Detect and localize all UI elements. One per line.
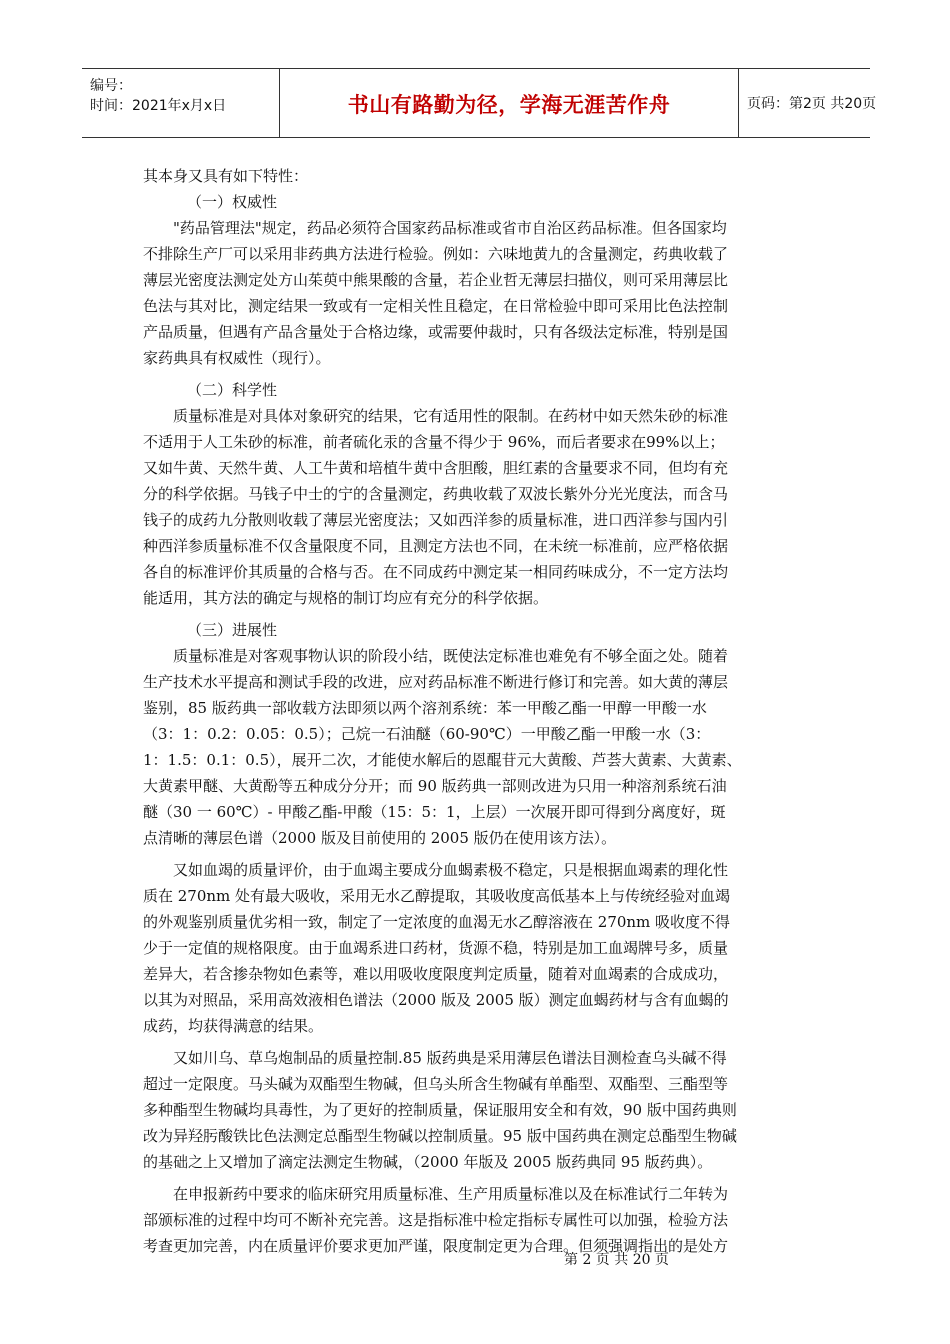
text-line: （一）权威性 bbox=[187, 193, 278, 211]
text-line: （三）进展性 bbox=[187, 621, 278, 639]
text-line: 1：1.5：0.1：0.5），展开二次，才能使水解后的恩醌苷元大黄酸、芦荟大黄素、大黄素、 bbox=[143, 751, 742, 769]
text-line: 生产技术水平提高和测试手段的改进，应对药品标准不断进行修订和完善。如大黄的薄层 bbox=[143, 673, 729, 691]
text-line: 其本身又具有如下特性： bbox=[143, 167, 309, 185]
text-line: 质量标准是对具体对象研究的结果，它有适用性的限制。在药材中如天然朱砂的标准 bbox=[173, 407, 729, 425]
text-line: （3：1：0.2：0.05：0.5）；己烷一石油醚（60-90℃）一甲酸乙酯一甲酸一水（3： bbox=[143, 725, 711, 743]
text-line: 质在 270nm 处有最大吸收，采用无水乙醇提取，其吸收度高低基本上与传统经验对血竭 bbox=[143, 887, 731, 905]
text-line: 改为异羟肟酸铁比色法测定总酯型生物碱以控制质量。95 版中国药典在测定总酯型生物碱 bbox=[143, 1127, 737, 1145]
text-line: 分的科学依据。马钱子中士的宁的含量测定，药典收载了双波长紫外分光光度法，而含马 bbox=[143, 485, 729, 503]
text-line: 家药典具有权威性（现行）。 bbox=[143, 349, 331, 367]
text-line: 考查更加完善，内在质量评价要求更加严谨，限度制定更为合理。但须强调指出的是处方 bbox=[143, 1237, 729, 1255]
text-line: 超过一定限度。马头碱为双酯型生物碱，但乌头所含生物碱有单酯型、双酯型、三酯型等 bbox=[143, 1075, 729, 1093]
text-line: 大黄素甲醚、大黄酚等五种成分分开；而 90 版药典一部则改进为只用一种溶剂系统石油 bbox=[143, 777, 727, 795]
header-meta-cell bbox=[82, 69, 280, 137]
text-line: 以其为对照品，采用高效液相色谱法（2000 版及 2005 版）测定血蝎药材与含有血蝎的 bbox=[143, 991, 729, 1009]
text-line: 又如血竭的质量评价，由于血竭主要成分血蝎素极不稳定，只是根据血竭素的理化性 bbox=[173, 861, 729, 879]
text-line: 不排除生产厂可以采用非药典方法进行检验。例如：六味地黄九的含量测定，药典收载了 bbox=[143, 245, 729, 263]
document-body bbox=[143, 163, 815, 1259]
text-line: （二）科学性 bbox=[187, 381, 278, 399]
text-line: 的外观鉴别质量优劣相一致，制定了一定浓度的血渴无水乙醇溶液在 270nm 吸收度不得 bbox=[143, 913, 731, 931]
document-number-label: 编号： bbox=[90, 78, 132, 94]
text-line: 差异大，若含掺杂物如色素等，难以用吸收度限度判定质量，随着对血竭素的合成成功， bbox=[143, 965, 729, 983]
text-line: 又如牛黄、天然牛黄、人工牛黄和培植牛黄中含胆酸，胆红素的含量要求不同，但均有充 bbox=[143, 459, 729, 477]
text-line: 钱子的成药九分散则收载了薄层光密度法；又如西洋参的质量标准，进口西洋参与国内引 bbox=[143, 511, 729, 529]
text-line: 不适用于人工朱砂的标准，前者硫化汞的含量不得少于 96%，而后者要求在99%以上； bbox=[143, 433, 725, 451]
text-line: 少于一定值的规格限度。由于血竭系进口药材，货源不稳，特别是加工血竭牌号多，质量 bbox=[143, 939, 729, 957]
text-line: 醚（30 一 60℃）- 甲酸乙酯-甲酸（15：5：1，上层）一次展开即可得到分离度好，斑 bbox=[143, 803, 726, 821]
text-line: 各自的标准评价其质量的合格与否。在不同成药中测定某一相同药味成分，不一定方法均 bbox=[143, 563, 729, 581]
text-line: 种西洋参质量标准不仅含量限度不同，且测定方法也不同，在未统一标准前，应严格依据 bbox=[143, 537, 729, 555]
text-line: 质量标准是对客观事物认识的阶段小结，既使法定标准也难免有不够全面之处。随着 bbox=[173, 647, 729, 665]
text-line: 又如川乌、草乌炮制品的质量控制.85 版药典是采用薄层色谱法目测检查乌头碱不得 bbox=[173, 1049, 727, 1067]
text-line: 在申报新药中要求的临床研究用质量标准、生产用质量标准以及在标准试行二年转为 bbox=[173, 1185, 729, 1203]
text-line: 部颁标准的过程中均可不断补充完善。这是指标准中检定指标专属性可以加强，检验方法 bbox=[143, 1211, 729, 1229]
header-motto: 书山有路勤为径，学海无涯苦作舟 bbox=[347, 93, 671, 117]
text-line: 多种酯型生物碱均具毒性，为了更好的控制质量，保证服用安全和有效，90 版中国药典则 bbox=[143, 1101, 737, 1119]
page-header bbox=[82, 68, 877, 138]
text-line: 能适用，其方法的确定与规格的制订均应有充分的科学依据。 bbox=[143, 589, 549, 607]
footer-page-number: 第 2 页 共 20 页 bbox=[564, 1252, 669, 1268]
header-page-info: 页码：第2页 共20页 bbox=[747, 96, 877, 112]
text-line: 的基础之上又增加了滴定法测定生物碱，（2000 年版及 2005 版药典同 95 版药典）。 bbox=[143, 1153, 713, 1171]
header-page-cell bbox=[739, 69, 877, 137]
text-line: 点清晰的薄层色谱（2000 版及目前使用的 2005 版仍在使用该方法）。 bbox=[143, 829, 617, 847]
text-line: 薄层光密度法测定处方山茱萸中熊果酸的含量，若企业哲无薄层扫描仪，则可采用薄层比 bbox=[143, 271, 729, 289]
text-line: 产品质量，但遇有产品含量处于合格边缘，或需要仲裁时，只有各级法定标准，特别是国 bbox=[143, 323, 729, 341]
text-line: "药品管理法"规定，药品必须符合国家药品标准或省市自治区药品标准。但各国家均 bbox=[173, 219, 727, 237]
header-motto-cell bbox=[280, 69, 739, 137]
text-line: 色法与其对比，测定结果一致或有一定相关性且稳定，在日常检验中即可采用比色法控制 bbox=[143, 297, 729, 315]
text-line: 成药，均获得满意的结果。 bbox=[143, 1017, 324, 1035]
text-line: 鉴别，85 版药典一部收载方法即须以两个溶剂系统：苯一甲酸乙酯一甲醇一甲酸一水 bbox=[143, 699, 707, 717]
document-date-label: 时间：2021年x月x日 bbox=[90, 98, 227, 114]
